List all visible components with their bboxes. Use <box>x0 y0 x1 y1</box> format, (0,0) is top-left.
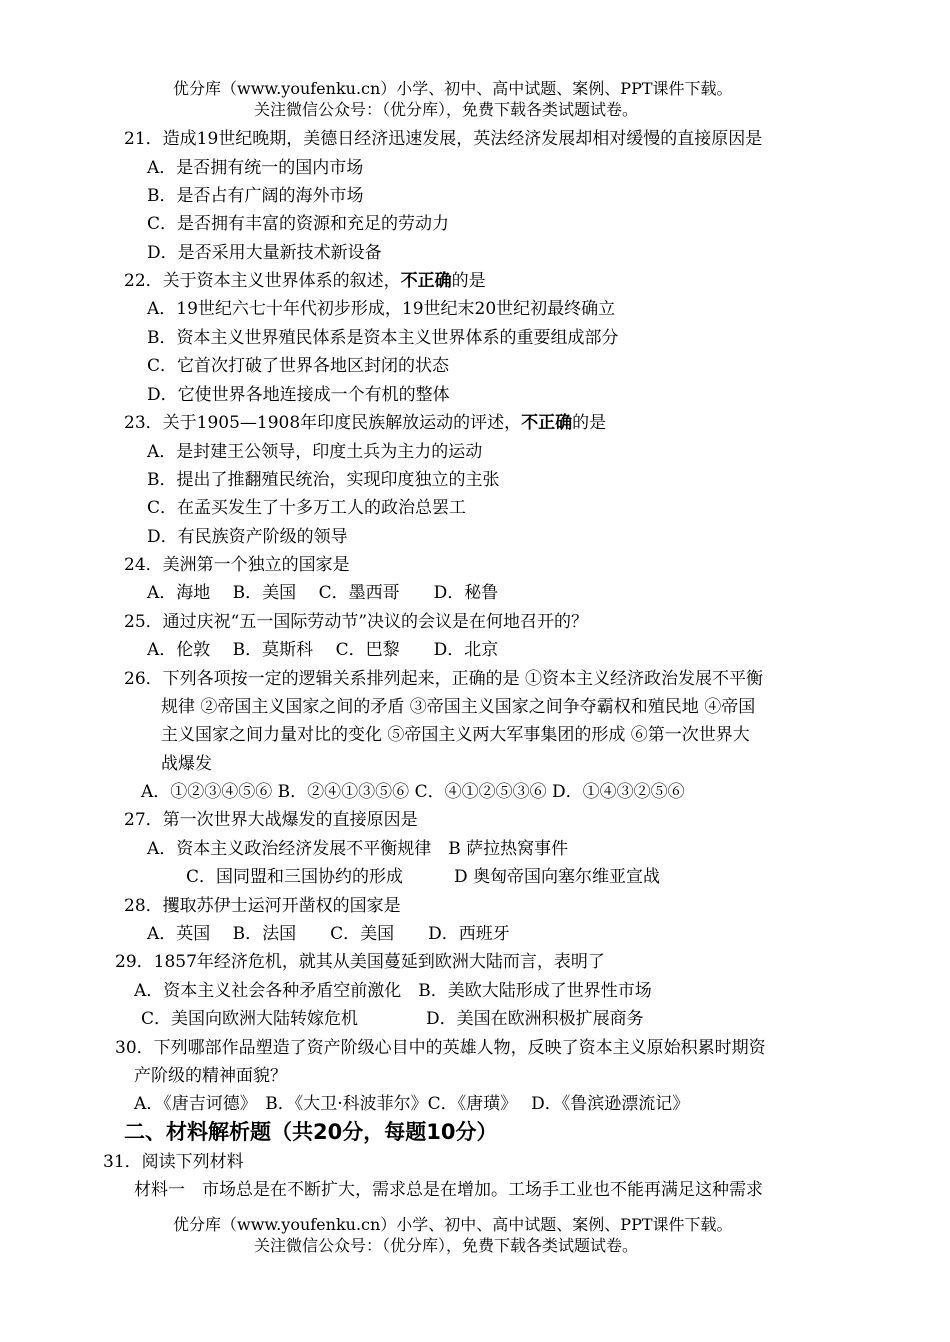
material-text: 材料一 市场总是在不断扩大，需求总是在增加。工场手工业也不能再满足这种需求 <box>134 1180 763 1200</box>
option-d: D．有民族资产阶级的领导 <box>147 527 348 547</box>
question-stem: 24．美洲第一个独立的国家是 <box>124 555 350 575</box>
option-a: A．19世纪六七十年代初步形成，19世纪末20世纪初最终确立 <box>147 299 616 319</box>
stem-emphasis: 不正确 <box>521 413 573 433</box>
option-b: B．提出了推翻殖民统治，实现印度独立的主张 <box>147 470 500 490</box>
section-heading: 二、材料解析题（共20分，每题10分） <box>124 1120 498 1144</box>
options-row: C．美国向欧洲大陆转嫁危机 D．美国在欧洲积极扩展商务 <box>141 1009 644 1029</box>
question-stem <box>124 269 486 293</box>
options-row: C．国同盟和三国协约的形成 D 奥匈帝国向塞尔维亚宣战 <box>186 867 661 887</box>
question-stem-line: 战爆发 <box>161 754 212 774</box>
stem-text: 23．关于1905—1908年印度民族解放运动的评述， <box>124 413 522 433</box>
stem-emphasis: 不正确 <box>400 271 452 291</box>
stem-text: 22．关于资本主义世界体系的叙述， <box>124 271 401 291</box>
question-stem <box>124 411 606 435</box>
options-row: A．海地 B．美国 C．墨西哥 D．秘鲁 <box>147 583 499 603</box>
question-stem: 27．第一次世界大战爆发的直接原因是 <box>124 810 418 830</box>
option-a: A．是封建王公领导，印度土兵为主力的运动 <box>147 442 483 462</box>
question-stem-line: 30．下列哪部作品塑造了资产阶级心目中的英雄人物，反映了资本主义原始积累时期资 <box>115 1038 766 1058</box>
options-row: A．伦敦 B．莫斯科 C．巴黎 D．北京 <box>147 640 499 660</box>
question-stem-line: 主义国家之间力量对比的变化 ⑤帝国主义两大军事集团的形成 ⑥第一次世界大 <box>161 725 750 745</box>
stem-text: 的是 <box>572 413 607 433</box>
stem-text: 的是 <box>451 271 486 291</box>
footer-line-1: 优分库（www.youfenku.cn）小学、初中、高中试题、案例、PPT课件下载。 <box>173 1215 733 1234</box>
option-c: C．它首次打破了世界各地区封闭的状态 <box>147 356 450 376</box>
question-stem: 28．攫取苏伊士运河开凿权的国家是 <box>124 896 401 916</box>
option-a: A．是否拥有统一的国内市场 <box>147 158 364 178</box>
options-row: A．①②③④⑤⑥ B．②④①③⑤⑥ C．④①②⑤③⑥ D．①④③②⑤⑥ <box>141 782 685 802</box>
question-stem-line: 26．下列各项按一定的逻辑关系排列起来，正确的是 ①资本主义经济政治发展不平衡 <box>124 669 764 689</box>
question-stem: 25．通过庆祝“五一国际劳动节”决议的会议是在何地召开的？ <box>124 612 589 632</box>
header-line-2: 关注微信公众号：（优分库），免费下载各类试题试卷。 <box>254 100 639 119</box>
options-row: A．《唐吉诃德》 B．《大卫·科波菲尔》C．《唐璜》 D．《鲁滨逊漂流记》 <box>134 1094 690 1114</box>
options-row: A．资本主义政治经济发展不平衡规律 B 萨拉热窝事件 <box>147 839 569 859</box>
question-stem: 21．造成19世纪晚期，美德日经济迅速发展，英法经济发展却相对缓慢的直接原因是 <box>124 129 763 149</box>
footer-line-2: 关注微信公众号：（优分库），免费下载各类试题试卷。 <box>254 1236 639 1255</box>
option-b: B．是否占有广阔的海外市场 <box>147 186 364 206</box>
question-stem: 29．1857年经济危机，就其从美国蔓延到欧洲大陆而言，表明了 <box>115 952 605 972</box>
option-c: C．在孟买发生了十多万工人的政治总罢工 <box>147 498 467 518</box>
options-row: A．英国 B．法国 C．美国 D．西班牙 <box>147 924 510 944</box>
question-stem: 31．阅读下列材料 <box>103 1152 244 1172</box>
option-b: B．资本主义世界殖民体系是资本主义世界体系的重要组成部分 <box>147 328 619 348</box>
question-stem-line: 产阶级的精神面貌？ <box>134 1066 287 1086</box>
header-line-1: 优分库（www.youfenku.cn）小学、初中、高中试题、案例、PPT课件下载。 <box>173 79 733 98</box>
option-d: D．是否采用大量新技术新设备 <box>147 243 382 263</box>
options-row: A．资本主义社会各种矛盾空前激化 B．美欧大陆形成了世界性市场 <box>134 981 652 1001</box>
option-c: C．是否拥有丰富的资源和充足的劳动力 <box>147 214 450 234</box>
option-d: D．它使世界各地连接成一个有机的整体 <box>147 385 450 405</box>
question-stem-line: 规律 ②帝国主义国家之间的矛盾 ③帝国主义国家之间争夺霸权和殖民地 ④帝国 <box>161 697 756 717</box>
